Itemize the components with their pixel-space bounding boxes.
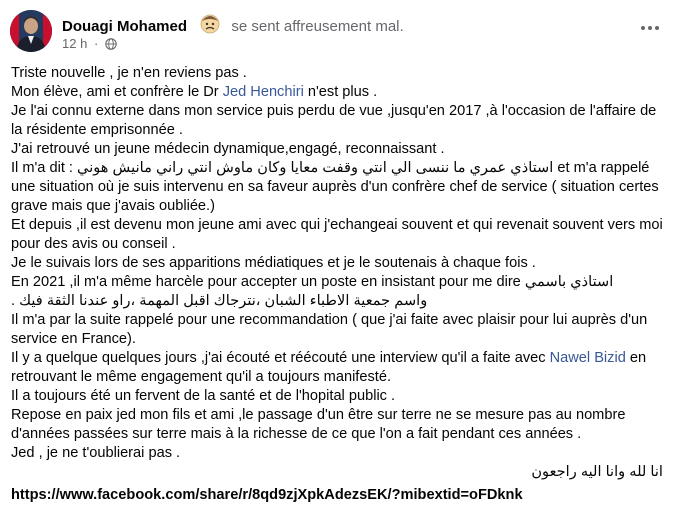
author-avatar[interactable] [10, 10, 52, 52]
post-line: Jed , je ne t'oublierai pas . [11, 445, 181, 461]
more-options-icon [640, 25, 660, 31]
post-line: Repose en paix jed mon fils et ami ,le passage d'un être sur terre ne se mesure pas au nombre d'années passées sur terre mais à la richesse de ce que l'on a fait pendant ces années . [11, 407, 626, 442]
closing-arabic: انا لله وانا اليه راجعون [531, 464, 663, 480]
post-line: Triste nouvelle , je n'en reviens pas . [11, 65, 247, 81]
post-line [11, 83, 663, 102]
globe-icon[interactable] [105, 38, 117, 54]
post-line: Je le suivais lors de ses apparitions médiatiques et je le soutenais à chaque fois . [11, 255, 536, 271]
author-name[interactable]: Douagi Mohamed [62, 18, 188, 35]
mention-link[interactable]: Nawel Bizid [549, 350, 626, 366]
arabic-quote: واسم جمعية الاطباء الشبان ،نترجاك اقبل المهمة ،راو عندنا الثقة فيك . [11, 293, 428, 309]
avatar-image [10, 10, 52, 52]
post-text-segment: en retrouvant le même engagement qu'il a toujours manifesté. [11, 350, 647, 385]
post-line: Il m'a par la suite rappelé pour une recommandation ( que j'ai faite avec plaisir pour lui auprès d'un service en France). [11, 312, 648, 347]
post-text [11, 64, 663, 505]
post-line [11, 159, 663, 216]
post-line: Et depuis ,il est devenu mon jeune ami avec qui j'echangeai souvent et qui revenait souvent vers moi pour des avis ou conseil . [11, 217, 663, 252]
post-meta [62, 36, 117, 54]
post-line [11, 292, 663, 311]
post-text-segment: n'est plus . [303, 84, 378, 100]
post-line [11, 349, 663, 387]
post-line [11, 273, 663, 292]
shared-link[interactable]: https://www.facebook.com/share/r/8qd9zjXpkAdezsEK/?mibextid=oFDknk [11, 487, 523, 503]
post-text-segment: Mon élève, ami et confrère le Dr [11, 84, 223, 100]
arabic-quote: استاذي عمري ما ننسى الي انتي وقفت معايا وكان ماوش انتي راني مانيش هوني [77, 160, 554, 176]
more-options-button[interactable] [632, 10, 668, 46]
post-header [10, 10, 670, 58]
post-line: J'ai retrouvé un jeune médecin dynamique,engagé, reconnaissant . [11, 141, 445, 157]
post-text-segment: En 2021 ,il m'a même harcèle pour accepter un poste en insistant pour me dire [11, 274, 521, 290]
post-text-segment: et m'a rappelé une situation où je suis intervenu en sa faveur auprès d'un confrère chef de service ( situation certes grave mais que j'avais oubliée.) [11, 160, 659, 214]
post-timestamp[interactable]: 12 h [62, 36, 88, 51]
mention-link[interactable]: Jed Henchiri [222, 84, 304, 100]
post-line: Il a toujours été un fervent de la santé et de l'hopital public . [11, 388, 396, 404]
post-text-segment: Il y a quelque quelques jours ,j'ai écouté et réécouté une interview qu'il a faite avec [11, 350, 550, 366]
post-text-segment: Il m'a dit : [11, 160, 78, 176]
feeling-status: se sent affreusement mal. [231, 18, 404, 35]
meta-separator: · [93, 36, 99, 51]
sick-face-emoji-icon [199, 12, 221, 40]
post-line: Je l'ai connu externe dans mon service puis perdu de vue ,jusqu'en 2017 ,à l'occasion de l'affaire de la résidente emprisonnée . [11, 103, 657, 138]
arabic-quote: استاذي باسمي [524, 274, 614, 290]
